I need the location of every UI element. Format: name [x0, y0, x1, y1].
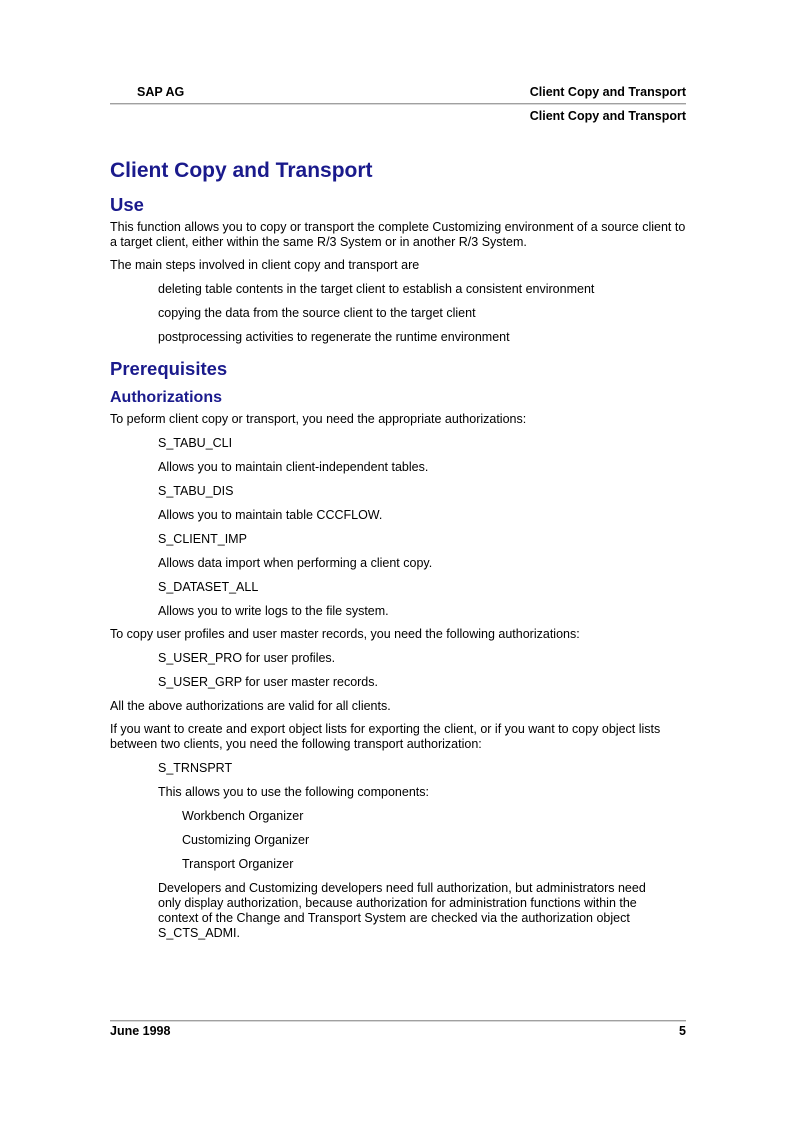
footer-date: June 1998: [110, 1024, 171, 1038]
page-footer: [110, 1024, 686, 1038]
user-auth-item: S_USER_GRP for user master records.: [158, 675, 378, 689]
document-body: [110, 156, 694, 941]
step-item: postprocessing activities to regenerate the runtime environment: [158, 330, 510, 344]
use-para-1: This function allows you to copy or transport the complete Customizing environment of a source client to a target client, either within the same R/3 System or in another R/3 System.: [110, 220, 686, 249]
auth-object-desc: Allows you to write logs to the file system.: [158, 604, 389, 618]
header-company: SAP AG: [137, 85, 185, 99]
auth-intro: To peform client copy or transport, you need the appropriate authorizations:: [110, 412, 527, 426]
component-item: Workbench Organizer: [182, 809, 304, 823]
use-para-2: The main steps involved in client copy and transport are: [110, 258, 420, 272]
header-chapter: Client Copy and Transport: [529, 85, 686, 99]
auth-object-name: S_DATASET_ALL: [158, 580, 259, 594]
component-item: Customizing Organizer: [182, 833, 310, 847]
step-item: deleting table contents in the target client to establish a consistent environment: [158, 282, 595, 296]
page-number: 5: [679, 1024, 686, 1038]
component-item: Transport Organizer: [182, 857, 294, 871]
heading-authorizations: Authorizations: [110, 389, 222, 406]
header-subtitle: Client Copy and Transport: [529, 109, 686, 123]
auth-object-desc: Allows data import when performing a client copy.: [158, 556, 433, 570]
auth-object-desc: Allows you to maintain client-independent tables.: [158, 460, 429, 474]
header-rule: [110, 103, 686, 105]
authorization-note: Developers and Customizing developers need full authorization, but administrators need only display authorization, because authorization for administration functions within the context of the Change and Transport System are checked via the authorization object S_CTS_ADMI.: [158, 881, 646, 940]
step-item: copying the data from the source client to the target client: [158, 306, 476, 320]
heading-use: Use: [110, 194, 144, 215]
page-title: Client Copy and Transport: [110, 159, 373, 182]
trnsprt-object: S_TRNSPRT: [158, 761, 233, 775]
auth-object-desc: Allows you to maintain table CCCFLOW.: [158, 508, 383, 522]
heading-prerequisites: Prerequisites: [110, 358, 228, 379]
auth-object-name: S_TABU_DIS: [158, 484, 234, 498]
footer-rule: [110, 1020, 686, 1022]
all-valid-note: All the above authorizations are valid for all clients.: [110, 699, 391, 713]
page-header: [110, 85, 686, 103]
user-auth-item: S_USER_PRO for user profiles.: [158, 651, 336, 665]
auth-object-name: S_CLIENT_IMP: [158, 532, 247, 546]
components-intro: This allows you to use the following components:: [158, 785, 429, 799]
user-auth-intro: To copy user profiles and user master records, you need the following authorizations:: [110, 627, 580, 641]
auth-object-name: S_TABU_CLI: [158, 436, 233, 450]
transport-intro: If you want to create and export object lists for exporting the client, or if you want to copy object lists between two clients, you need the following transport authorization:: [110, 722, 661, 751]
